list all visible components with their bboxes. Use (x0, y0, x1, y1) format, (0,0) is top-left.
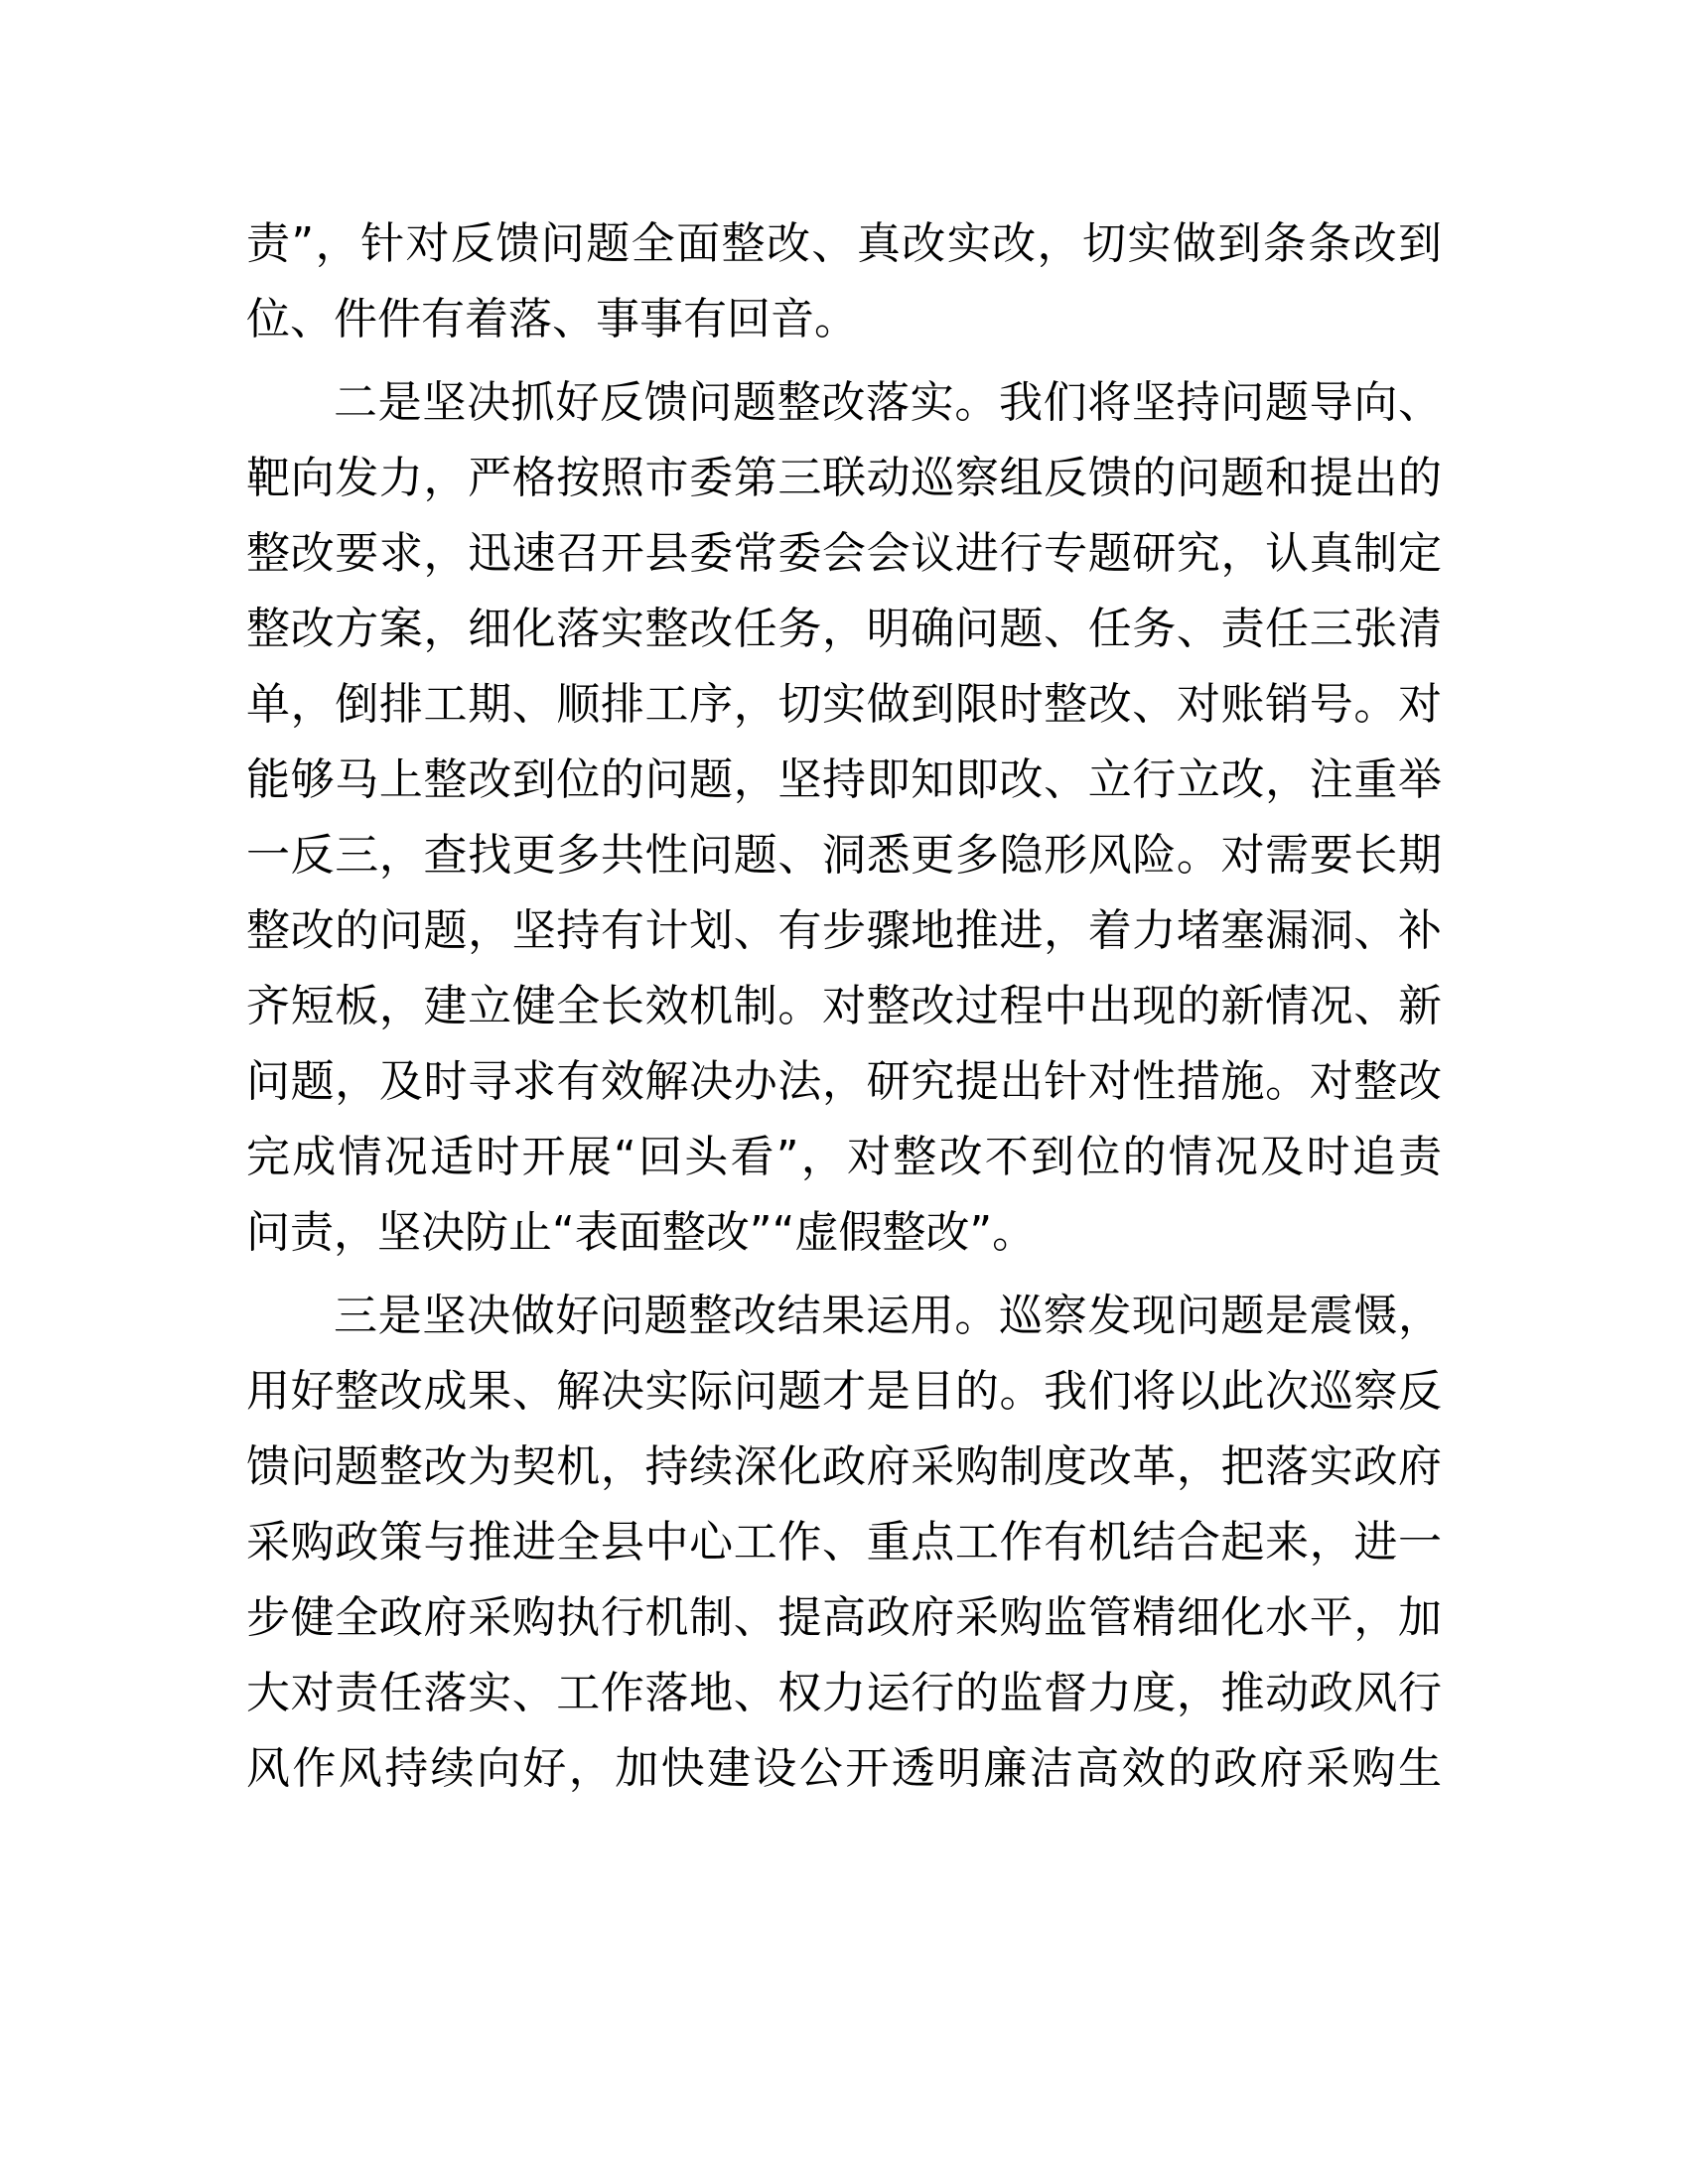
text-line: 二是坚决抓好反馈问题整改落实。我们将坚持问题导向、 (334, 377, 1442, 428)
text-line: 整改方案，细化落实整改任务，明确问题、任务、责任三张清 (246, 604, 1442, 654)
text-line: 步健全政府采购执行机制、提高政府采购监管精细化水平，加 (246, 1592, 1442, 1643)
text-line: 完成情况适时开展“回头看”，对整改不到位的情况及时追责 (246, 1132, 1442, 1182)
text-line: 整改要求，迅速召开县委常委会会议进行专题研究，认真制定 (246, 528, 1442, 579)
text-line: 靶向发力，严格按照市委第三联动巡察组反馈的问题和提出的 (246, 453, 1442, 503)
text-line: 馈问题整改为契机，持续深化政府采购制度改革，把落实政府 (246, 1441, 1442, 1492)
text-line: 三是坚决做好问题整改结果运用。巡察发现问题是震慑， (334, 1291, 1442, 1341)
paragraph-2 (246, 365, 1442, 1271)
text-line: 齐短板，建立健全长效机制。对整改过程中出现的新情况、新 (246, 981, 1442, 1031)
text-line: 采购政策与推进全县中心工作、重点工作有机结合起来，进一 (246, 1517, 1442, 1568)
paragraph-3 (246, 1279, 1442, 1807)
text-line: 问责，坚决防止“表面整改”“虚假整改”。 (246, 1207, 1037, 1258)
text-line: 一反三，查找更多共性问题、洞悉更多隐形风险。对需要长期 (246, 830, 1442, 881)
text-line: 责”，针对反馈问题全面整改、真改实改，切实做到条条改到 (246, 218, 1442, 269)
text-line: 整改的问题，坚持有计划、有步骤地推进，着力堵塞漏洞、补 (246, 905, 1442, 956)
text-line: 位、件件有着落、事事有回音。 (246, 294, 858, 344)
text-line: 能够马上整改到位的问题，坚持即知即改、立行立改，注重举 (246, 754, 1442, 805)
paragraph-1 (246, 206, 1442, 357)
text-line: 单，倒排工期、顺排工序，切实做到限时整改、对账销号。对 (246, 679, 1442, 730)
document-body (246, 206, 1442, 1807)
text-line: 问题，及时寻求有效解决办法，研究提出针对性措施。对整改 (246, 1056, 1442, 1107)
text-line: 大对责任落实、工作落地、权力运行的监督力度，推动政风行 (246, 1668, 1442, 1718)
text-line: 风作风持续向好，加快建设公开透明廉洁高效的政府采购生 (246, 1743, 1442, 1794)
text-line: 用好整改成果、解决实际问题才是目的。我们将以此次巡察反 (246, 1366, 1442, 1417)
